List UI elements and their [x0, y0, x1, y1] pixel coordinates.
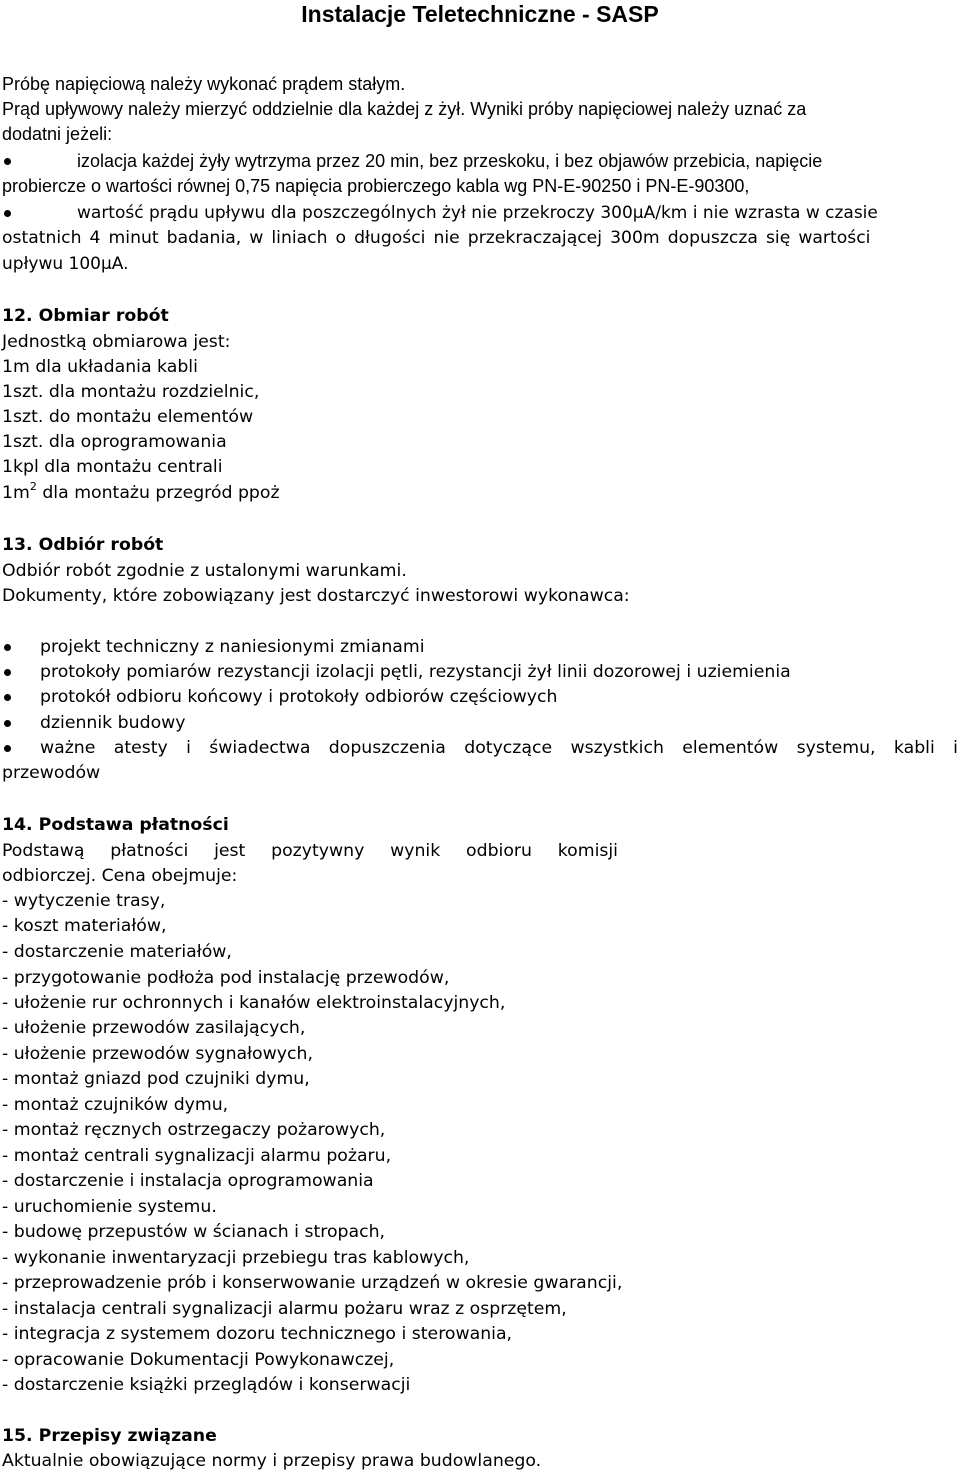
word: atesty [113, 738, 168, 758]
bullet-icon [4, 669, 11, 676]
word: wszystkich [570, 738, 664, 758]
section-13-line-2: Dokumenty, które zobowiązany jest dostarczyć inwestorowi wykonawca: [2, 586, 630, 606]
intro-line-2: Prąd upływowy należy mierzyć oddzielnie dla każdej z żył. Wyniki próby napięciowej należy uznać za [2, 99, 807, 119]
section-13-title: Odbiór robót [38, 535, 164, 555]
word: Podstawą [2, 841, 85, 861]
word: i [953, 738, 958, 758]
section-13-heading [2, 533, 163, 558]
cost-item: - montaż ręcznych ostrzegaczy pożarowych, [2, 1120, 386, 1140]
section-13-bullet: protokoły pomiarów rezystancji izolacji pętli, rezystancji żył linii dozorowej i uziemienia [40, 662, 791, 682]
word: odbioru [466, 841, 532, 861]
intro-bullet-1-line-2: probiercze o wartości równej 0,75 napięcia probierczego kabla wg PN-E-90250 i PN-E-90300, [2, 176, 750, 196]
word: świadectwa [209, 738, 311, 758]
section-13-number: 13. [2, 535, 33, 555]
section-15-heading [2, 1424, 217, 1449]
cost-item: - ułożenie przewodów sygnałowych, [2, 1044, 313, 1064]
cost-item: - budowę przepustów w ścianach i stropach, [2, 1222, 386, 1242]
section-13-bullet: projekt techniczny z naniesionymi zmianami [40, 637, 425, 657]
section-12-line: 1szt. dla oprogramowania [2, 432, 227, 452]
intro-line-3: dodatni jeżeli: [2, 124, 113, 144]
cost-item: - koszt materiałów, [2, 916, 167, 936]
word: systemu, [796, 738, 876, 758]
intro-bullet-1-line-1: izolacja każdej żyły wytrzyma przez 20 min, bez przeskoku, i bez objawów przebicia, napięcie [77, 151, 823, 171]
section-14-number: 14. [2, 815, 33, 835]
section-15-number: 15. [2, 1426, 33, 1446]
word: ważne [40, 738, 96, 758]
section-12-line [2, 481, 280, 506]
cost-item: - wytyczenie trasy, [2, 891, 166, 911]
cost-item: - wykonanie inwentaryzacji przebiegu tras kablowych, [2, 1248, 470, 1268]
cost-item: - przeprowadzenie prób i konserwowanie urządzeń w okresie gwarancji, [2, 1273, 623, 1293]
section-12-line: Jednostką obmiarowa jest: [2, 332, 231, 352]
word: i [186, 738, 191, 758]
word: dopuszczenia [328, 738, 446, 758]
cost-item: - przygotowanie podłoża pod instalację przewodów, [2, 968, 450, 988]
cost-item: - uruchomienie systemu. [2, 1197, 217, 1217]
bullet-icon [4, 745, 11, 752]
page-title: Instalacje Teletechniczne - SASP [301, 1, 659, 27]
unit-text: 1m [2, 483, 30, 503]
cost-item: - dostarczenie i instalacja oprogramowania [2, 1171, 374, 1191]
bullet-icon [4, 644, 11, 651]
word: płatności [110, 841, 189, 861]
section-13-line-1: Odbiór robót zgodnie z ustalonymi warunkami. [2, 561, 407, 581]
cost-item: - montaż gniazd pod czujniki dymu, [2, 1069, 310, 1089]
bullet-icon [4, 694, 11, 701]
bullet-icon [4, 158, 11, 165]
intro-line-1: Próbę napięciową należy wykonać prądem stałym. [2, 74, 406, 94]
cost-item: - ułożenie rur ochronnych i kanałów elektroinstalacyjnych, [2, 993, 506, 1013]
cost-item: - montaż centrali sygnalizacji alarmu pożaru, [2, 1146, 392, 1166]
superscript: 2 [29, 480, 37, 494]
bullet-icon [4, 720, 11, 727]
cost-item: - dostarczenie materiałów, [2, 942, 232, 962]
cost-item: - montaż czujników dymu, [2, 1095, 229, 1115]
cost-item: - opracowanie Dokumentacji Powykonawczej, [2, 1350, 395, 1370]
word: pozytywny [271, 841, 365, 861]
section-12-line: 1szt. dla montażu rozdzielnic, [2, 382, 260, 402]
cost-item: - instalacja centrali sygnalizacji alarmu pożaru wraz z osprzętem, [2, 1299, 567, 1319]
section-14-line-1 [2, 839, 618, 864]
word: elementów [682, 738, 779, 758]
word: komisji [557, 841, 618, 861]
section-14-line-2: odbiorczej. Cena obejmuje: [2, 866, 238, 886]
intro-bullet-2-line-2: ostatnich 4 minut badania, w liniach o długości nie przekraczającej 300m dopuszcza się wartości [2, 228, 871, 248]
section-13-bullet-5-line-2: przewodów [2, 763, 101, 783]
cost-item: - dostarczenie książki przeglądów i konserwacji [2, 1375, 411, 1395]
section-14-title: Podstawa płatności [38, 815, 229, 835]
section-15-title: Przepisy związane [38, 1426, 217, 1446]
section-12-number: 12. [2, 306, 33, 326]
section-15-line-1: Aktualnie obowiązujące normy i przepisy prawa budowlanego. [2, 1451, 542, 1471]
cost-item: - integracja z systemem dozoru technicznego i sterowania, [2, 1324, 513, 1344]
word: dotyczące [464, 738, 553, 758]
section-13-bullet: protokół odbioru końcowy i protokoły odbiorów częściowych [40, 687, 558, 707]
bullet-icon [4, 210, 11, 217]
section-12-line: 1m dla układania kabli [2, 357, 198, 377]
word: wynik [390, 841, 441, 861]
section-14-heading [2, 813, 229, 838]
section-13-bullet: dziennik budowy [40, 713, 186, 733]
section-12-line: 1kpl dla montażu centrali [2, 457, 223, 477]
cost-item: - ułożenie przewodów zasilających, [2, 1018, 306, 1038]
intro-bullet-2-line-1: wartość prądu upływu dla poszczególnych żył nie przekroczy 300μA/km i nie wzrasta w czasie [77, 203, 878, 223]
line-text: dla montażu przegród ppoż [36, 483, 280, 503]
word: kabli [893, 738, 935, 758]
section-12-title: Obmiar robót [38, 306, 169, 326]
section-12-heading [2, 304, 169, 329]
section-12-line: 1szt. do montażu elementów [2, 407, 254, 427]
word: jest [214, 841, 246, 861]
section-13-bullet-5-line-1 [40, 736, 958, 761]
intro-bullet-2-line-3: upływu 100μA. [2, 254, 129, 274]
